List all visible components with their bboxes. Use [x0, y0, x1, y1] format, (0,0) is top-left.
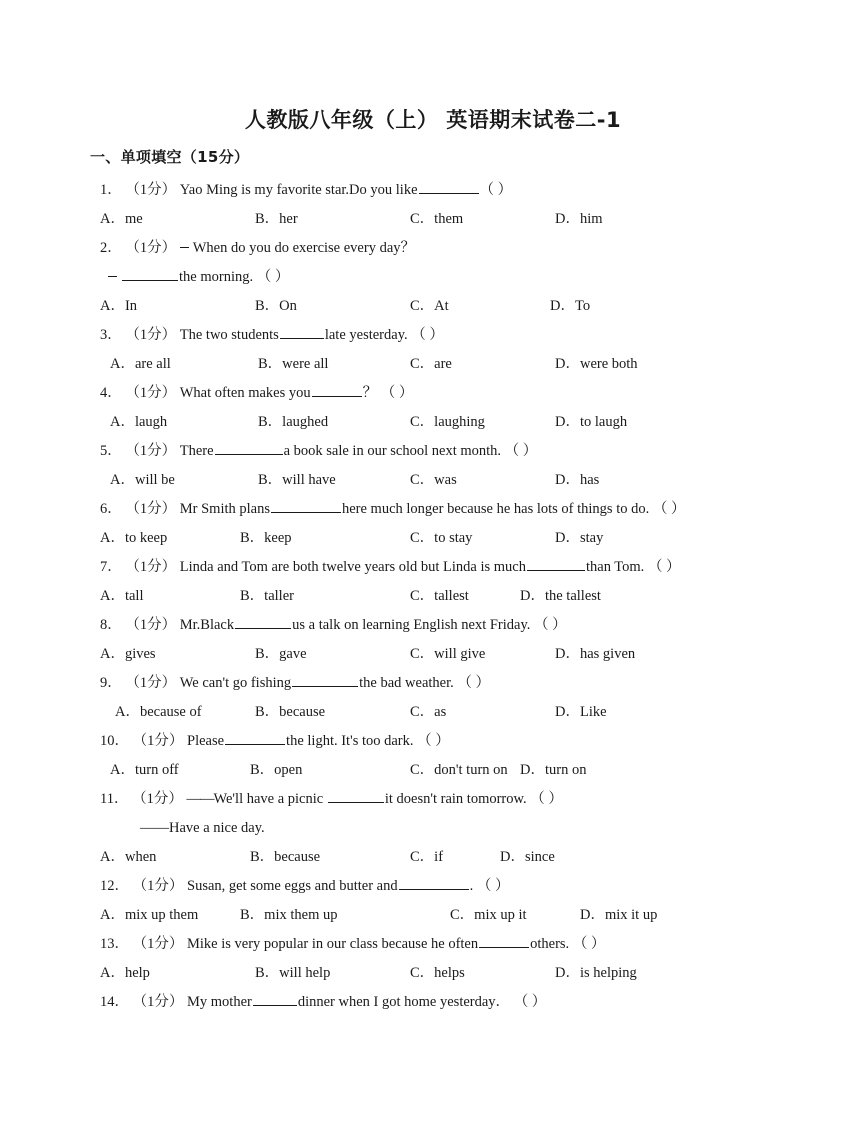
question-text: the morning. — [179, 269, 257, 285]
option-c[interactable]: C．as — [410, 704, 447, 720]
option-b[interactable]: B．were all — [258, 356, 329, 372]
answer-parentheses: （ ） — [256, 269, 290, 285]
option-row — [0, 901, 866, 930]
dialogue-dash-icon — [180, 247, 189, 248]
question-number: 10． （1分） — [100, 733, 187, 749]
question-text: ——Have a nice day. — [140, 820, 265, 836]
answer-parentheses: （ ） — [457, 675, 491, 691]
question-text: late yesterday. — [324, 327, 412, 343]
question-stem — [0, 872, 866, 901]
option-a[interactable]: A．mix up them — [100, 907, 199, 923]
option-a[interactable]: A．laugh — [110, 414, 168, 430]
answer-blank — [271, 499, 341, 513]
option-c[interactable]: C．will give — [410, 646, 486, 662]
answer-blank — [527, 557, 585, 571]
question-item — [0, 988, 866, 1017]
question-text: a book sale in our school next month. — [283, 443, 505, 459]
question-stem-line2 — [0, 263, 866, 292]
question-item — [0, 176, 866, 234]
question-text: ？ — [362, 385, 381, 401]
option-row — [0, 843, 866, 872]
option-d[interactable]: D．Like — [555, 704, 607, 720]
option-row — [0, 350, 866, 379]
option-row — [0, 640, 866, 669]
answer-parentheses: （ ） — [647, 559, 681, 575]
option-c[interactable]: C．tallest — [410, 588, 469, 604]
question-text: There — [179, 443, 214, 459]
option-d[interactable]: D．To — [550, 298, 591, 314]
option-b[interactable]: B．will have — [258, 472, 336, 488]
option-row — [0, 205, 866, 234]
option-a[interactable]: A．tall — [100, 588, 144, 604]
option-c[interactable]: C．if — [410, 849, 444, 865]
option-b[interactable]: B．mix them up — [240, 907, 338, 923]
answer-blank — [328, 789, 384, 803]
question-item — [0, 785, 866, 872]
question-item — [0, 379, 866, 437]
question-item — [0, 495, 866, 553]
question-text: What often makes you — [179, 385, 311, 401]
question-stem — [0, 321, 866, 350]
option-d[interactable]: D．to laugh — [555, 414, 628, 430]
question-stem-line2 — [0, 814, 866, 843]
option-row — [0, 756, 866, 785]
option-c[interactable]: C．At — [410, 298, 449, 314]
question-text: . — [469, 878, 477, 894]
question-stem — [0, 437, 866, 466]
option-c[interactable]: C．are — [410, 356, 452, 372]
answer-blank — [215, 441, 283, 455]
option-b[interactable]: B．open — [250, 762, 303, 778]
question-stem — [0, 669, 866, 698]
question-stem — [0, 727, 866, 756]
answer-parentheses: （ ） — [504, 443, 538, 459]
question-text: Yao Ming is my favorite star.Do you like — [179, 182, 418, 198]
option-row — [0, 698, 866, 727]
question-item — [0, 553, 866, 611]
question-text: Mr Smith plans — [179, 501, 270, 517]
question-stem — [0, 611, 866, 640]
option-a[interactable]: A．me — [100, 211, 143, 227]
option-b[interactable]: B．taller — [240, 588, 294, 604]
option-b[interactable]: B．keep — [240, 530, 292, 546]
question-text: the bad weather. — [359, 675, 458, 691]
answer-blank — [225, 731, 285, 745]
question-item — [0, 872, 866, 930]
option-b[interactable]: B．will help — [255, 965, 331, 981]
answer-parentheses: （ ） — [534, 617, 567, 633]
option-c[interactable]: C．don't turn on — [410, 762, 508, 778]
question-number: 7． （1分） — [100, 559, 180, 575]
option-a[interactable]: A．help — [100, 965, 150, 981]
question-list — [0, 176, 866, 1017]
question-text: The two students — [179, 327, 279, 343]
question-item — [0, 321, 866, 379]
option-row — [0, 466, 866, 495]
option-d[interactable]: D．is helping — [555, 965, 637, 981]
option-c[interactable]: C．to stay — [410, 530, 473, 546]
answer-parentheses: （ ） — [411, 327, 444, 343]
answer-parentheses: （ ） — [417, 733, 450, 749]
question-text: here much longer because he has lots of things to do. — [341, 501, 653, 517]
option-b[interactable]: B．On — [255, 298, 297, 314]
question-stem — [0, 234, 866, 263]
option-d[interactable]: D．him — [555, 211, 603, 227]
section-heading: 一、单项填空（15分） — [90, 148, 250, 166]
question-stem — [0, 495, 866, 524]
question-text: Linda and Tom are both twelve years old but Linda is much — [179, 559, 526, 575]
question-text: My mother — [187, 994, 252, 1010]
answer-blank — [235, 615, 291, 629]
option-a[interactable]: A．turn off — [110, 762, 179, 778]
option-c[interactable]: C．laughing — [410, 414, 485, 430]
em-dash-marker: —— — [186, 791, 214, 807]
question-stem — [0, 379, 866, 408]
option-a[interactable]: A．are all — [110, 356, 171, 372]
option-b[interactable]: B．because — [250, 849, 321, 865]
answer-parentheses: （ ） — [572, 936, 606, 952]
option-row — [0, 582, 866, 611]
answer-blank — [253, 992, 297, 1006]
question-text: Susan, get some eggs and butter and — [187, 878, 398, 894]
option-c[interactable]: C．mix up it — [450, 907, 527, 923]
dialogue-dash-icon — [108, 276, 117, 277]
question-text: When do you do exercise every day？ — [192, 240, 416, 256]
question-item — [0, 234, 866, 321]
page-title: 人教版八年级（上） 英语期末试卷二-1 — [244, 108, 622, 132]
question-stem — [0, 553, 866, 582]
answer-blank — [419, 180, 479, 194]
question-text: the light. It's too dark. — [286, 733, 418, 749]
question-number: 4． （1分） — [100, 385, 180, 401]
option-row — [0, 292, 866, 321]
question-item — [0, 437, 866, 495]
answer-parentheses: （ ） — [530, 791, 563, 807]
answer-blank — [312, 383, 362, 397]
question-text: dinner when I got home yesterday． — [297, 994, 514, 1010]
question-text: others. — [530, 936, 573, 952]
option-a[interactable]: A．when — [100, 849, 157, 865]
option-row — [0, 408, 866, 437]
option-b[interactable]: B．her — [255, 211, 298, 227]
question-stem — [0, 930, 866, 959]
question-number: 14． （1分） — [100, 994, 187, 1010]
question-text: Mr.Black — [179, 617, 235, 633]
question-number: 9． （1分） — [100, 675, 180, 691]
question-item — [0, 930, 866, 988]
answer-parentheses: （ ） — [652, 501, 686, 517]
question-item — [0, 669, 866, 727]
question-number: 8． （1分） — [100, 617, 180, 633]
question-text: We can't go fishing — [179, 675, 292, 691]
question-number: 2． （1分） — [100, 240, 180, 256]
question-item — [0, 611, 866, 669]
option-d[interactable]: D．were both — [555, 356, 638, 372]
question-stem — [0, 176, 866, 205]
answer-blank — [122, 267, 178, 281]
answer-parentheses: （ ） — [479, 182, 513, 198]
answer-blank — [479, 934, 529, 948]
option-d[interactable]: D．has — [555, 472, 600, 488]
question-number: 6． （1分） — [100, 501, 180, 517]
option-a[interactable]: A．because of — [115, 704, 202, 720]
option-d[interactable]: D．since — [500, 849, 555, 865]
option-row — [0, 524, 866, 553]
question-text: us a talk on learning English next Friday. — [292, 617, 535, 633]
option-row — [0, 959, 866, 988]
question-number: 5． （1分） — [100, 443, 180, 459]
option-a[interactable]: A．to keep — [100, 530, 168, 546]
answer-blank — [399, 876, 469, 890]
option-b[interactable]: B．gave — [255, 646, 307, 662]
option-c[interactable]: C．was — [410, 472, 457, 488]
question-number: 1． （1分） — [100, 182, 180, 198]
question-item — [0, 727, 866, 785]
question-stem — [0, 988, 866, 1017]
option-d[interactable]: D．stay — [555, 530, 604, 546]
answer-parentheses: （ ） — [476, 878, 510, 894]
question-stem — [0, 785, 866, 814]
answer-blank — [292, 673, 358, 687]
option-c[interactable]: C．them — [410, 211, 464, 227]
option-d[interactable]: D．mix it up — [580, 907, 658, 923]
option-a[interactable]: A．gives — [100, 646, 156, 662]
option-d[interactable]: D．turn on — [520, 762, 587, 778]
question-text: We'll have a picnic — [213, 791, 327, 807]
option-d[interactable]: D．the tallest — [520, 588, 601, 604]
question-number: 12． （1分） — [100, 878, 187, 894]
question-number: 13． （1分） — [100, 936, 187, 952]
question-number: 11． （1分） — [100, 791, 187, 807]
question-text: it doesn't rain tomorrow. — [384, 791, 531, 807]
option-b[interactable]: B．laughed — [258, 414, 329, 430]
question-text: than Tom. — [585, 559, 648, 575]
answer-blank — [280, 325, 324, 339]
option-a[interactable]: A．will be — [110, 472, 175, 488]
answer-parentheses: （ ） — [513, 994, 547, 1010]
question-text: Mike is very popular in our class because he often — [187, 936, 479, 952]
answer-parentheses: （ ） — [380, 385, 414, 401]
option-a[interactable]: A．In — [100, 298, 138, 314]
option-d[interactable]: D．has given — [555, 646, 636, 662]
question-number: 3． （1分） — [100, 327, 180, 343]
option-b[interactable]: B．because — [255, 704, 326, 720]
question-text: Please — [187, 733, 225, 749]
option-c[interactable]: C．helps — [410, 965, 465, 981]
